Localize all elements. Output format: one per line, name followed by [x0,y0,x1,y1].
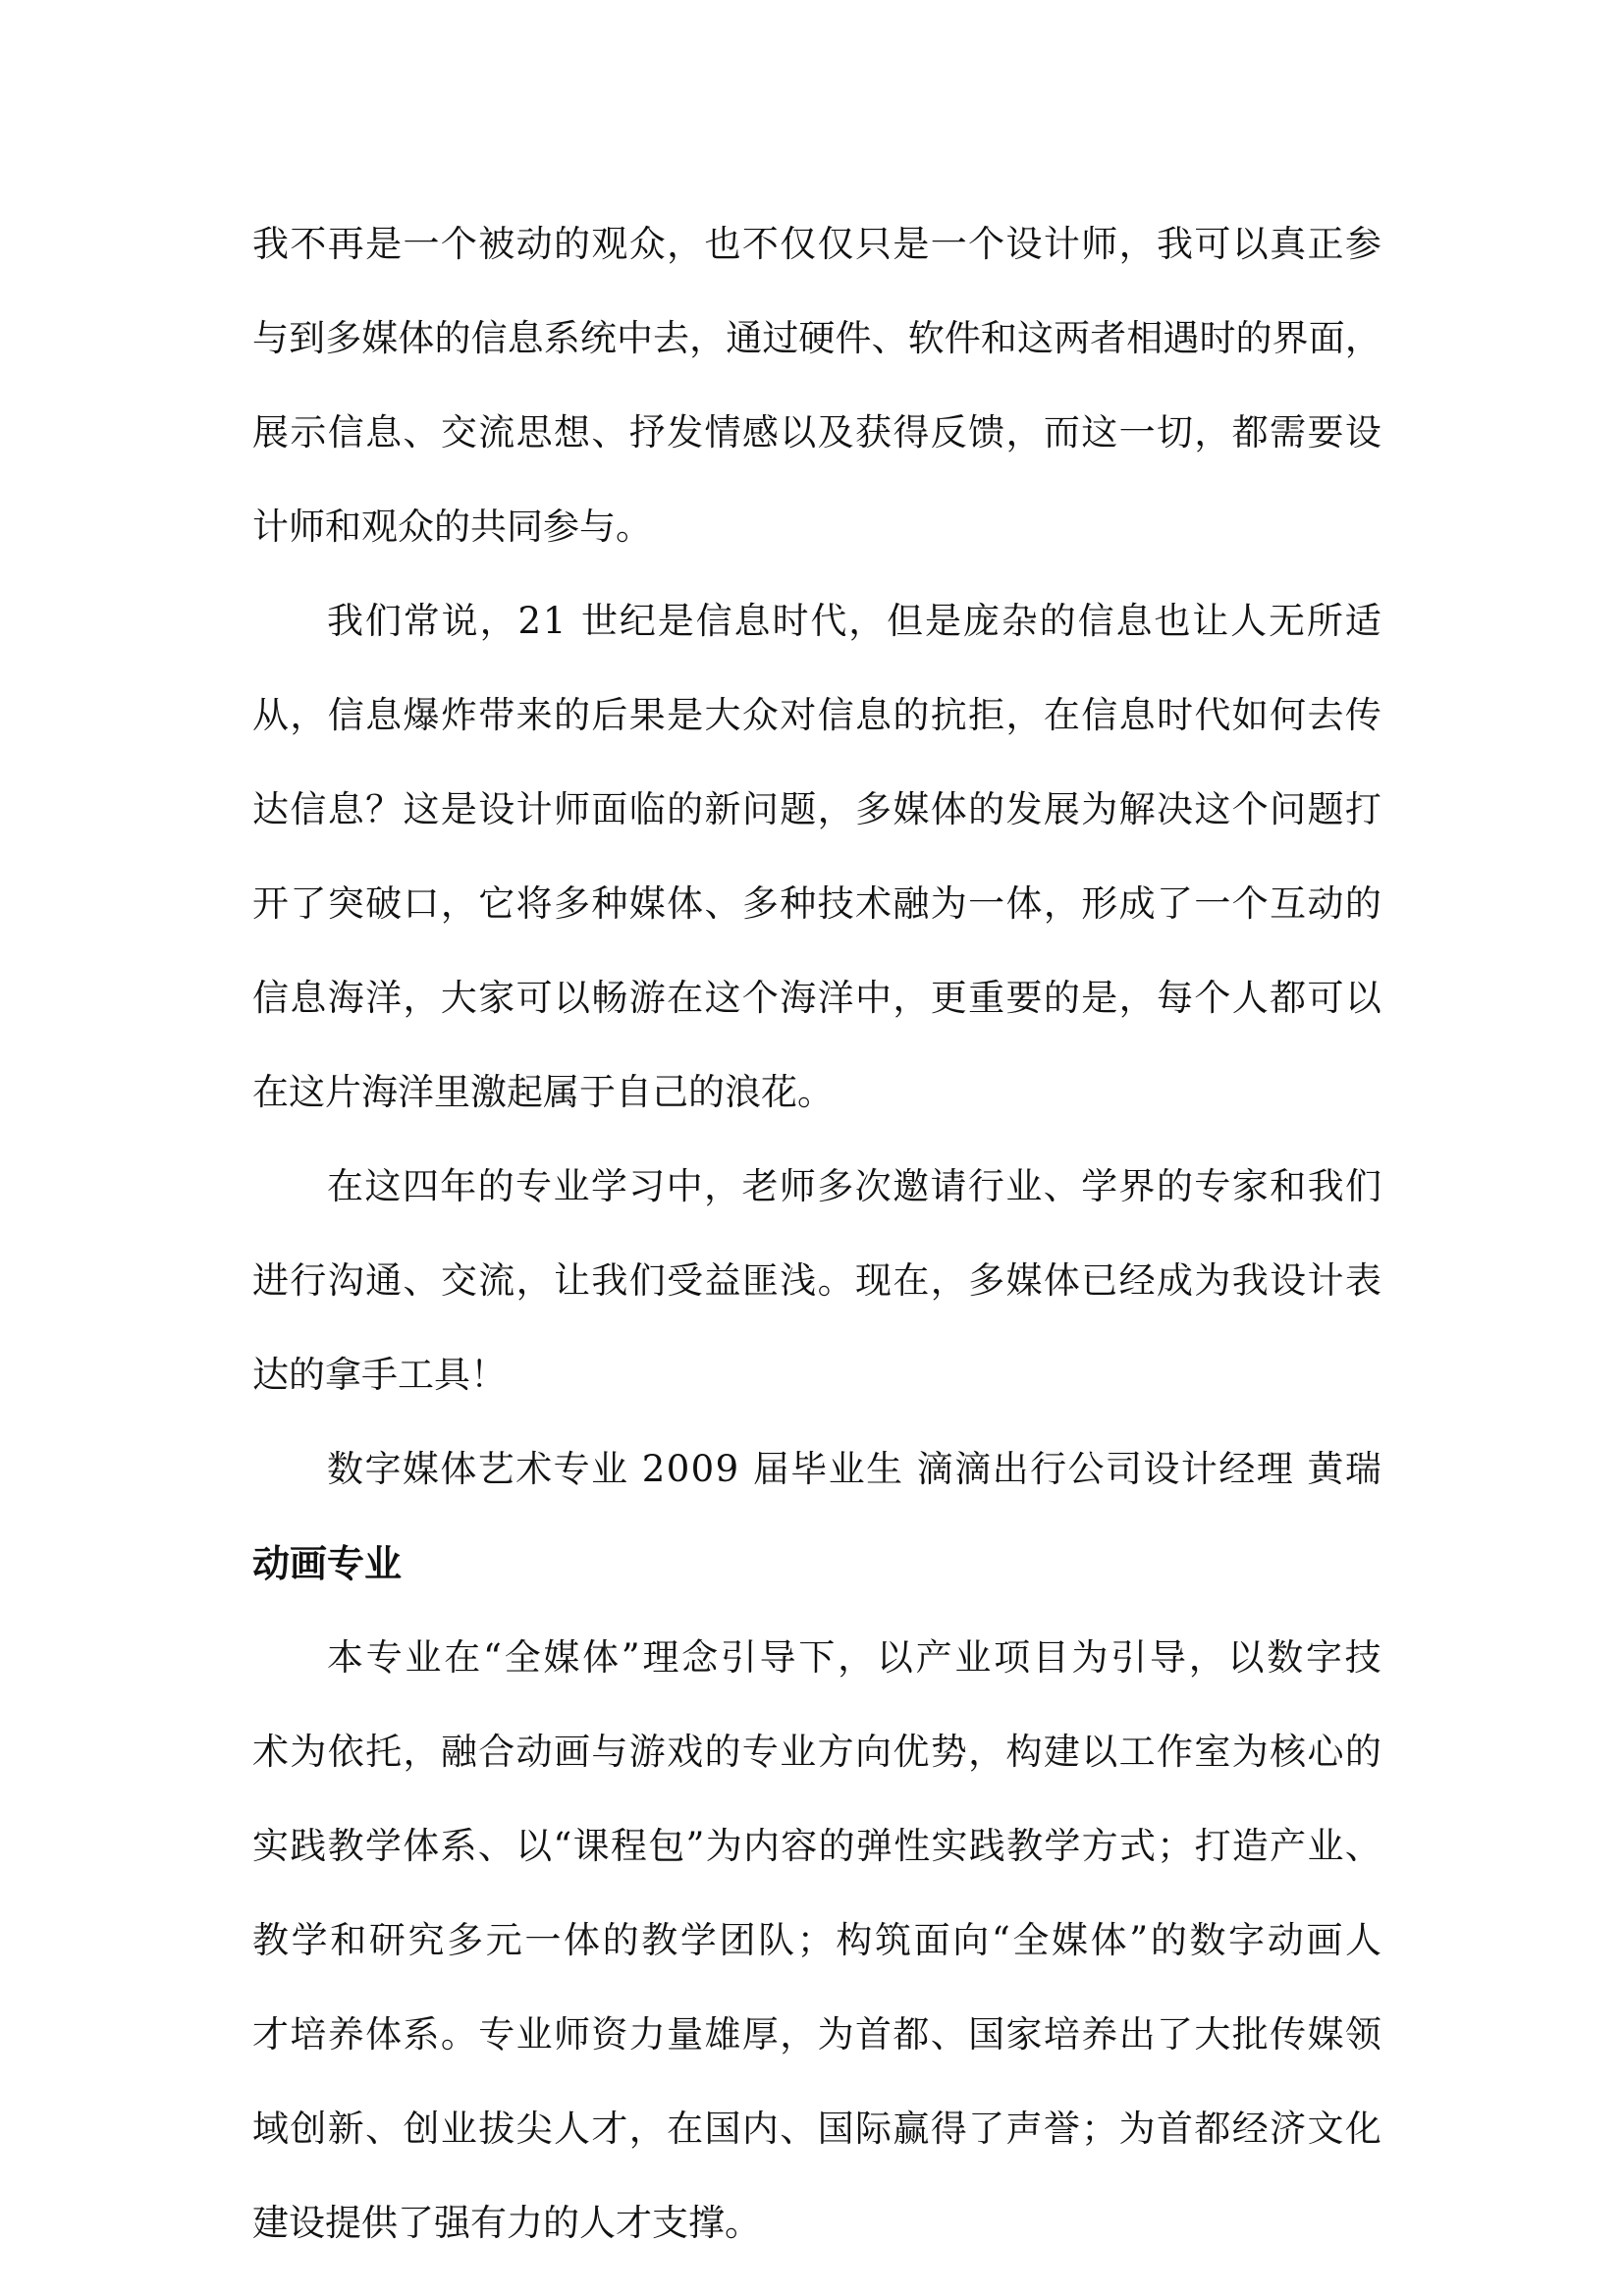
text-line: 与 到 多 媒 体 的 信 息 系 统 中 去 ， 通 过 硬 件 、 软 件 和 这 两 者 相 遇 时 的 界 面 ， [252,317,1381,359]
text-line: 术 为 依 托 ， 融 合 动 画 与 游 戏 的 专 业 方 向 优 势 ， 构 建 以 工 作 室 为 核 心 的 [252,1731,1381,1773]
paragraph-line [0,386,1624,480]
paragraph-line [0,1894,1624,1988]
text-line: 从 ， 信 息 爆 炸 带 来 的 后 果 是 大 众 对 信 息 的 抗 拒 ， 在 信 息 时 代 如 何 去 传 [252,694,1381,736]
paragraph-line [0,951,1624,1045]
text-line: 在这片海洋里激起属于自己的浪花。 [252,1071,834,1113]
text-line: 进 行 沟 通 、 交 流 ， 让 我 们 受 益 匪 浅 。 现 在 ， 多 媒 体 已 经 成 为 我 设 计 表 [252,1259,1381,1302]
paragraph-line [0,1611,1624,1705]
paragraph-line [0,292,1624,386]
text-line: 达的拿手工具！ [252,1354,507,1396]
paragraph-line [0,2082,1624,2176]
paragraph-line [0,2176,1624,2270]
paragraph-line [0,480,1624,574]
paragraph-line [0,668,1624,763]
section-heading-line [0,1517,1624,1611]
text-line: 实 践 教 学 体 系 、 以 “ 课 程 包 ” 为 内 容 的 弹 性 实 践 教 学 方 式 ； 打 造 产 业 、 [252,1825,1381,1867]
author-signature: 数 字 媒 体 艺 术 专 业 2 0 0 9 届 毕 业 生 滴 滴 出 行 公 司 设 计 经 理 黄 瑞 [327,1448,1381,1490]
paragraph-line [0,574,1624,668]
text-line: 建设提供了强有力的人才支撑。 [252,2202,761,2244]
signature-line [0,1422,1624,1517]
paragraph-line [0,1140,1624,1234]
text-line: 教 学 和 研 究 多 元 一 体 的 教 学 团 队 ； 构 筑 面 向 “ 全 媒 体 ” 的 数 字 动 画 人 [252,1919,1381,1961]
paragraph-line [0,1705,1624,1799]
text-line: 我 不 再 是 一 个 被 动 的 观 众 ， 也 不 仅 仅 只 是 一 个 设 计 师 ， 我 可 以 真 正 参 [252,223,1381,265]
text-line: 在 这 四 年 的 专 业 学 习 中 ， 老 师 多 次 邀 请 行 业 、 学 界 的 专 家 和 我 们 [327,1165,1381,1207]
paragraph-line [0,1988,1624,2082]
text-line: 信 息 海 洋 ， 大 家 可 以 畅 游 在 这 个 海 洋 中 ， 更 重 要 的 是 ， 每 个 人 都 可 以 [252,977,1381,1019]
text-line: 达 信 息 ？ 这 是 设 计 师 面 临 的 新 问 题 ， 多 媒 体 的 发 展 为 解 决 这 个 问 题 打 [252,788,1381,830]
text-line: 开 了 突 破 口 ， 它 将 多 种 媒 体 、 多 种 技 术 融 为 一 体 ， 形 成 了 一 个 互 动 的 [252,882,1381,925]
text-line: 才 培 养 体 系 。 专 业 师 资 力 量 雄 厚 ， 为 首 都 、 国 家 培 养 出 了 大 批 传 媒 领 [252,2013,1381,2056]
paragraph-line [0,1234,1624,1328]
text-line: 展 示 信 息 、 交 流 思 想 、 抒 发 情 感 以 及 获 得 反 馈 ， 而 这 一 切 ， 都 需 要 设 [252,411,1381,454]
paragraph-line [0,1045,1624,1140]
paragraph-line [0,857,1624,951]
paragraph-line [0,197,1624,292]
paragraph-line [0,1328,1624,1422]
text-line: 计师和观众的共同参与。 [252,506,652,548]
text-line: 本 专 业 在 “ 全 媒 体 ” 理 念 引 导 下 ， 以 产 业 项 目 为 引 导 ， 以 数 字 技 [327,1636,1381,1679]
paragraph-line [0,763,1624,857]
text-line: 我 们 常 说 ， 2 1 世 纪 是 信 息 时 代 ， 但 是 庞 杂 的 信 息 也 让 人 无 所 适 [327,600,1381,642]
paragraph-line [0,1799,1624,1894]
section-heading: 动画专业 [252,1542,403,1585]
text-line: 域 创 新 、 创 业 拔 尖 人 才 ， 在 国 内 、 国 际 赢 得 了 声 誉 ； 为 首 都 经 济 文 化 [252,2108,1381,2150]
